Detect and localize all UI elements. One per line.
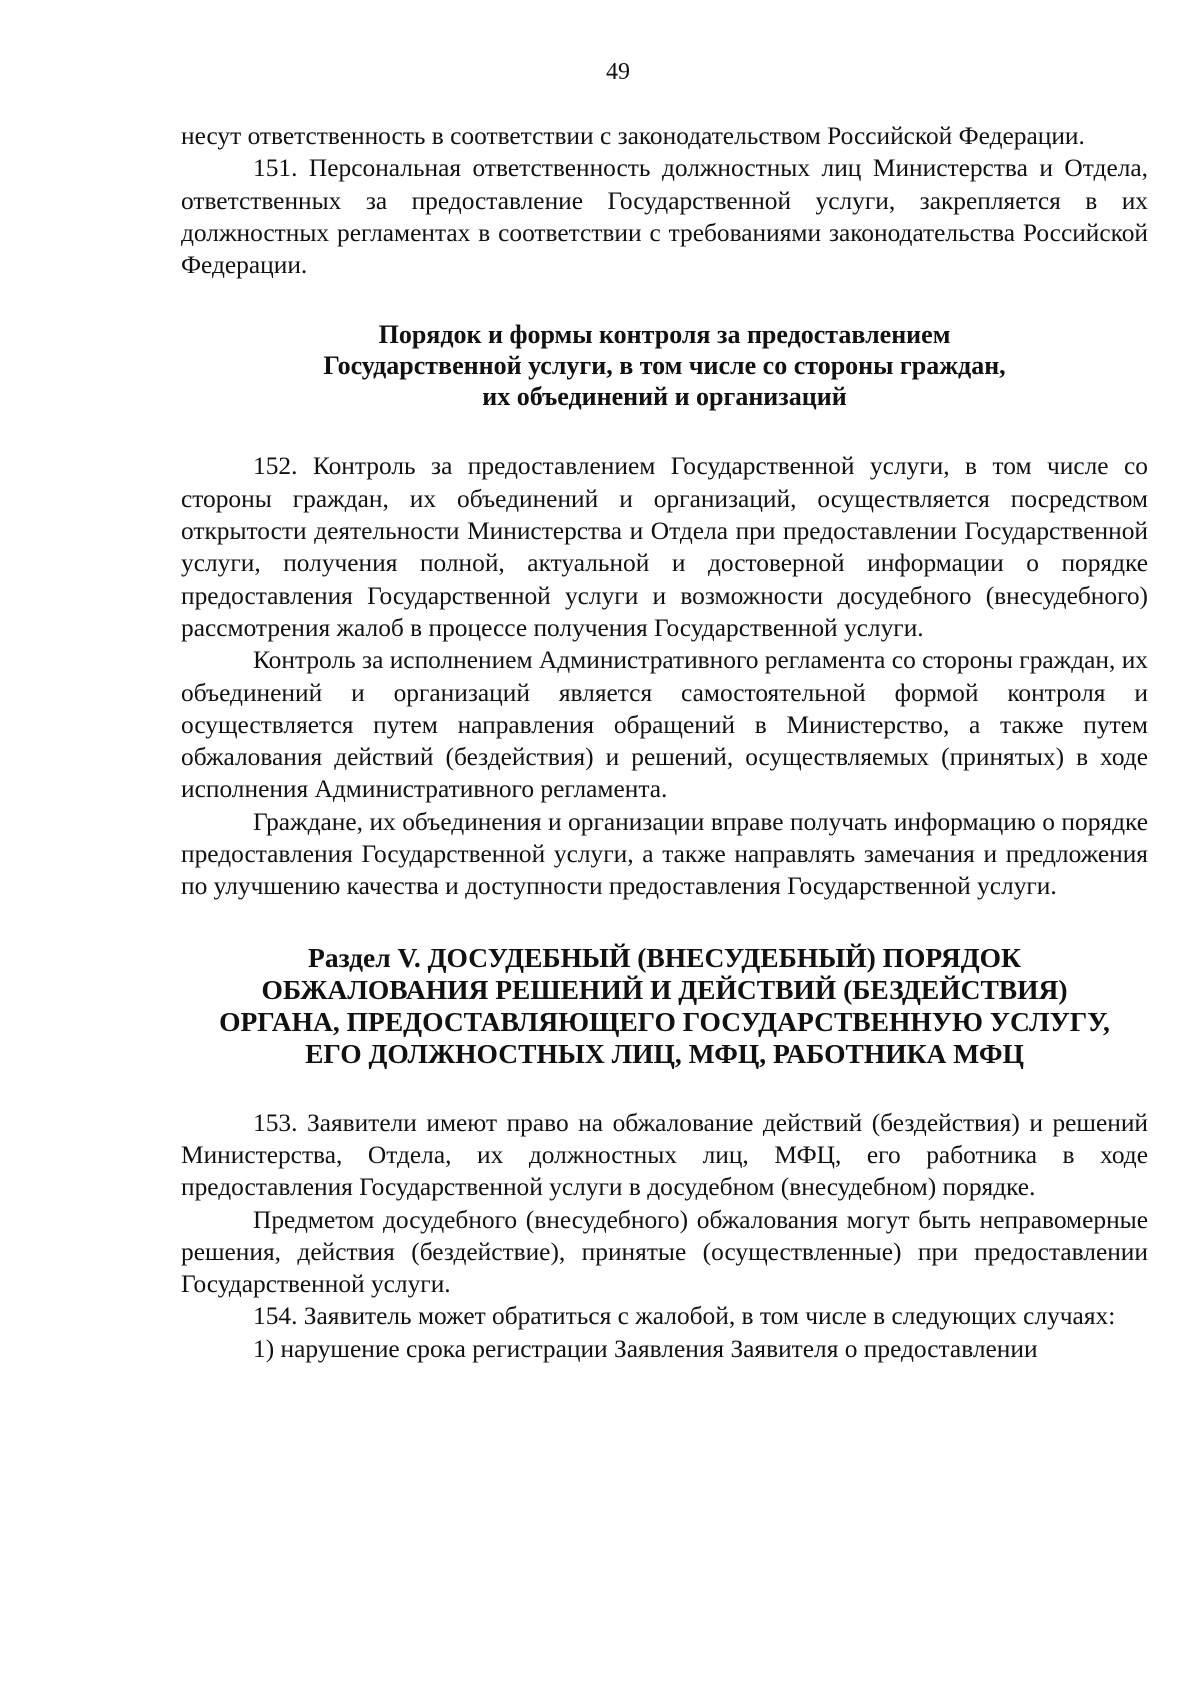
section-v-title-line-2: ОБЖАЛОВАНИЯ РЕШЕНИЙ И ДЕЙСТВИЙ (БЕЗДЕЙСТВИЯ) — [261, 973, 1068, 1005]
control-heading — [181, 319, 1148, 412]
section-v-title-line-1: Раздел V. ДОСУДЕБНЫЙ (ВНЕСУДЕБНЫЙ) ПОРЯДОК — [308, 941, 1021, 973]
paragraph-151: 151. Персональная ответственность должностных лиц Министерства и Отдела, ответственных за предоставление Государственной услуги, закрепляется в их должностных регламентах в соответствии с требованиями законодательства Российской Федерации. — [181, 154, 1148, 280]
section-v-title-line-4: ЕГО ДОЛЖНОСТНЫХ ЛИЦ, МФЦ, РАБОТНИКА МФЦ — [305, 1037, 1024, 1069]
paragraph-control-execution: Контроль за исполнением Административного регламента со стороны граждан, их объединений и организаций является самостоятельной формой контроля и осуществляется путем направления обращений в Министерство, а также путем обжалования действий (бездействия) и решений, осуществляемых (принятых) в ходе исполнения Административного регламента. — [181, 646, 1148, 804]
paragraph-continuation: несут ответственность в соответствии с законодательством Российской Федерации. — [181, 122, 1085, 150]
paragraph-citizens-rights: Граждане, их объединения и организации вправе получать информацию о порядке предоставления Государственной услуги, а также направлять замечания и предложения по улучшению качества и доступности предоставления Государственной услуги. — [181, 807, 1148, 901]
document-body — [181, 120, 1148, 1365]
control-heading-line-2: Государственной услуги, в том числе со стороны граждан, — [323, 351, 1006, 381]
page-number: 49 — [606, 59, 630, 85]
section-v-title-line-3: ОРГАНА, ПРЕДОСТАВЛЯЮЩЕГО ГОСУДАРСТВЕННУЮ УСЛУГУ, — [219, 1005, 1110, 1037]
control-heading-line-3: их объединений и организаций — [482, 382, 847, 412]
control-heading-line-1: Порядок и формы контроля за предоставлением — [378, 320, 951, 350]
paragraph-152: 152. Контроль за предоставлением Государственной услуги, в том числе со стороны граждан, их объединений и организаций, осуществляется посредством открытости деятельности Министерства и Отдела при предоставлении Государственной услуги, получения полной, актуальной и достоверной информации о порядке предоставления Государственной услуги и возможности досудебного (внесудебного) рассмотрения жалоб в процессе получения Государственной услуги. — [181, 452, 1148, 642]
paragraph-154: 154. Заявитель может обратиться с жалобой, в том числе в следующих случаях: — [253, 1302, 1116, 1331]
section-v-title — [181, 942, 1148, 1070]
paragraph-appeal-subject: Предметом досудебного (внесудебного) обжалования могут быть неправомерные решения, действия (бездействие), принятые (осуществленные) при предоставлении Государственной услуги. — [181, 1205, 1148, 1299]
list-item-1: 1) нарушение срока регистрации Заявления Заявителя о предоставлении — [253, 1334, 1038, 1363]
paragraph-153: 153. Заявители имеют право на обжалование действий (бездействия) и решений Министерства, Отдела, их должностных лиц, МФЦ, его работника в ходе предоставления Государственной услуги в досудебном (внесудебном) порядке. — [181, 1108, 1148, 1202]
